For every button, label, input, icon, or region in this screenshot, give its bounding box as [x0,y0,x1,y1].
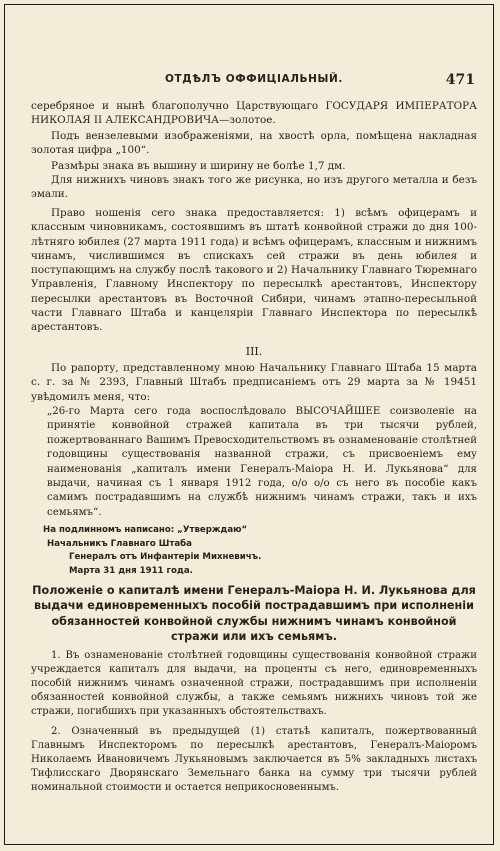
paragraph-text: Подъ вензелевыми изображеніями, на хвостѣ орла, помѣщена накладная золотая цифра „100“. [31,130,477,157]
paragraph-text: серебряное и нынѣ благополучно Царствующаго ГОСУДАРЯ ИМПЕРАТОРА НИКОЛАЯ II АЛЕКСАНДРОВИЧА—золотое. [31,100,477,127]
paragraph-text: Право ношенія сего знака предоставляется: 1) всѣмъ офицерамъ и классным чиновникамъ, состоявшимъ въ штатѣ конвойной стражи до дня 100-лѣтняго юбилея (27 марта 1911 года) и всѣмъ офицерамъ, классным и нижнимъ чинамъ, числившимся въ спискахъ сей стражи въ день юбилея и поступающимъ на службу послѣ такового и 2) Начальнику Главнаго Тюремнаго Управленія, Главному Инспектору по пересылкѣ арестантовъ, Инспектору пересылки арестантовъ въ Восточной Сибири, чинамъ этапно-пересыльной части Главнаго Штаба и канцеляріи Главнаго Инспектора по пересылкѣ арестантовъ. [31,207,477,334]
article-text: 2. Означенный въ предыдущей (1) статьѣ капиталъ, пожертвованный Главнымъ Инспекторомъ по пересылкѣ арестантовъ, Генералъ-Маіоромъ Николаемъ Ивановичемъ Лукьяновымъ заключается въ 5% закладныхъ листахъ Тифлисскаго Дворянскаго Земельнаго банка на сумму три тысячи рублей номинальной стоимости и остается неприкосновеннымъ. [31,726,477,794]
signature-date: Марта 31 дня 1911 года. [69,565,193,576]
paragraph-dimensions [31,159,477,173]
regulation-heading [31,583,477,645]
paragraph-report [31,361,477,404]
paragraph-lower-ranks [31,173,477,202]
paragraph-medal-metals [31,99,477,128]
signature-block [43,524,463,578]
paragraph-text: По рапорту, представленному мною Начальнику Главнаго Штаба 15 марта с. г. за № 2393, Главный Штабъ предписаніемъ отъ 29 марта за № 19451 увѣдомилъ меня, что: [31,362,477,403]
section-title: ОТДѢЛЪ ОФФИЦІАЛЬНЫЙ. [165,73,343,85]
quote-text: „26-го Марта сего года воспослѣдовало ВЫСОЧАЙШЕЕ соизволеніе на принятіе конвойной стражей капитала въ три тысячи рублей, пожертвованнаго Вашимъ Превосходительствомъ въ ознаменованіе столѣтней годовщины существованія названной стражи, съ присвоеніемъ ему наименованія „капиталъ имени Генералъ-Маіора Н. И. Лукьянова“ для выдачи, начиная съ 1 января 1912 года, о/о о/о съ него въ пособіе какъ самимъ пострадавшимъ на службѣ нижнимъ чинамъ стражи, такъ и ихъ семьямъ“. [47,406,477,518]
running-header [31,73,477,89]
article-1 [31,649,477,719]
paragraph-text: Для нижнихъ чиновъ знакъ того же рисунка, но изъ другого металла и безъ эмали. [31,174,477,201]
section-number: III. [245,345,263,358]
article-text: 1. Въ ознаменованіе столѣтней годовщины существованія конвойной стражи учреждается капиталъ для выдачи, на проценты съ него, единовременныхъ пособій нижнимъ чинамъ означенной стражи, пострадавшимъ при исполненіи обязанностей конвойной службы, а также семьямъ нижнихъ чиновъ той же стражи, погибшихъ при указанныхъ обстоятельствахъ. [31,650,477,718]
paragraph-right-to-wear [31,206,477,335]
signature-line: Начальникъ Главнаго Штаба [47,538,192,549]
paragraph-gold-figure [31,129,477,158]
page-number: 471 [445,72,475,88]
signature-line: Генералъ отъ Инфантеріи Михневичъ. [69,552,262,562]
article-2 [31,725,477,795]
page-frame [4,4,494,845]
quoted-decree [31,405,477,520]
heading-text: Положеніе о капиталѣ имени Генералъ-Маіора Н. И. Лукьянова для выдачи единовременныхъ пособій пострадавшимъ при исполненіи обязанностей конвойной службы нижнимъ чинамъ конвойной стражи или ихъ семьямъ. [32,584,476,644]
section-heading [31,345,477,359]
signature-line: На подлинномъ написано: „Утверждаю“ [43,525,248,535]
paragraph-text: Размѣры знака въ вышину и ширину не болѣе 1,7 дм. [51,160,346,172]
